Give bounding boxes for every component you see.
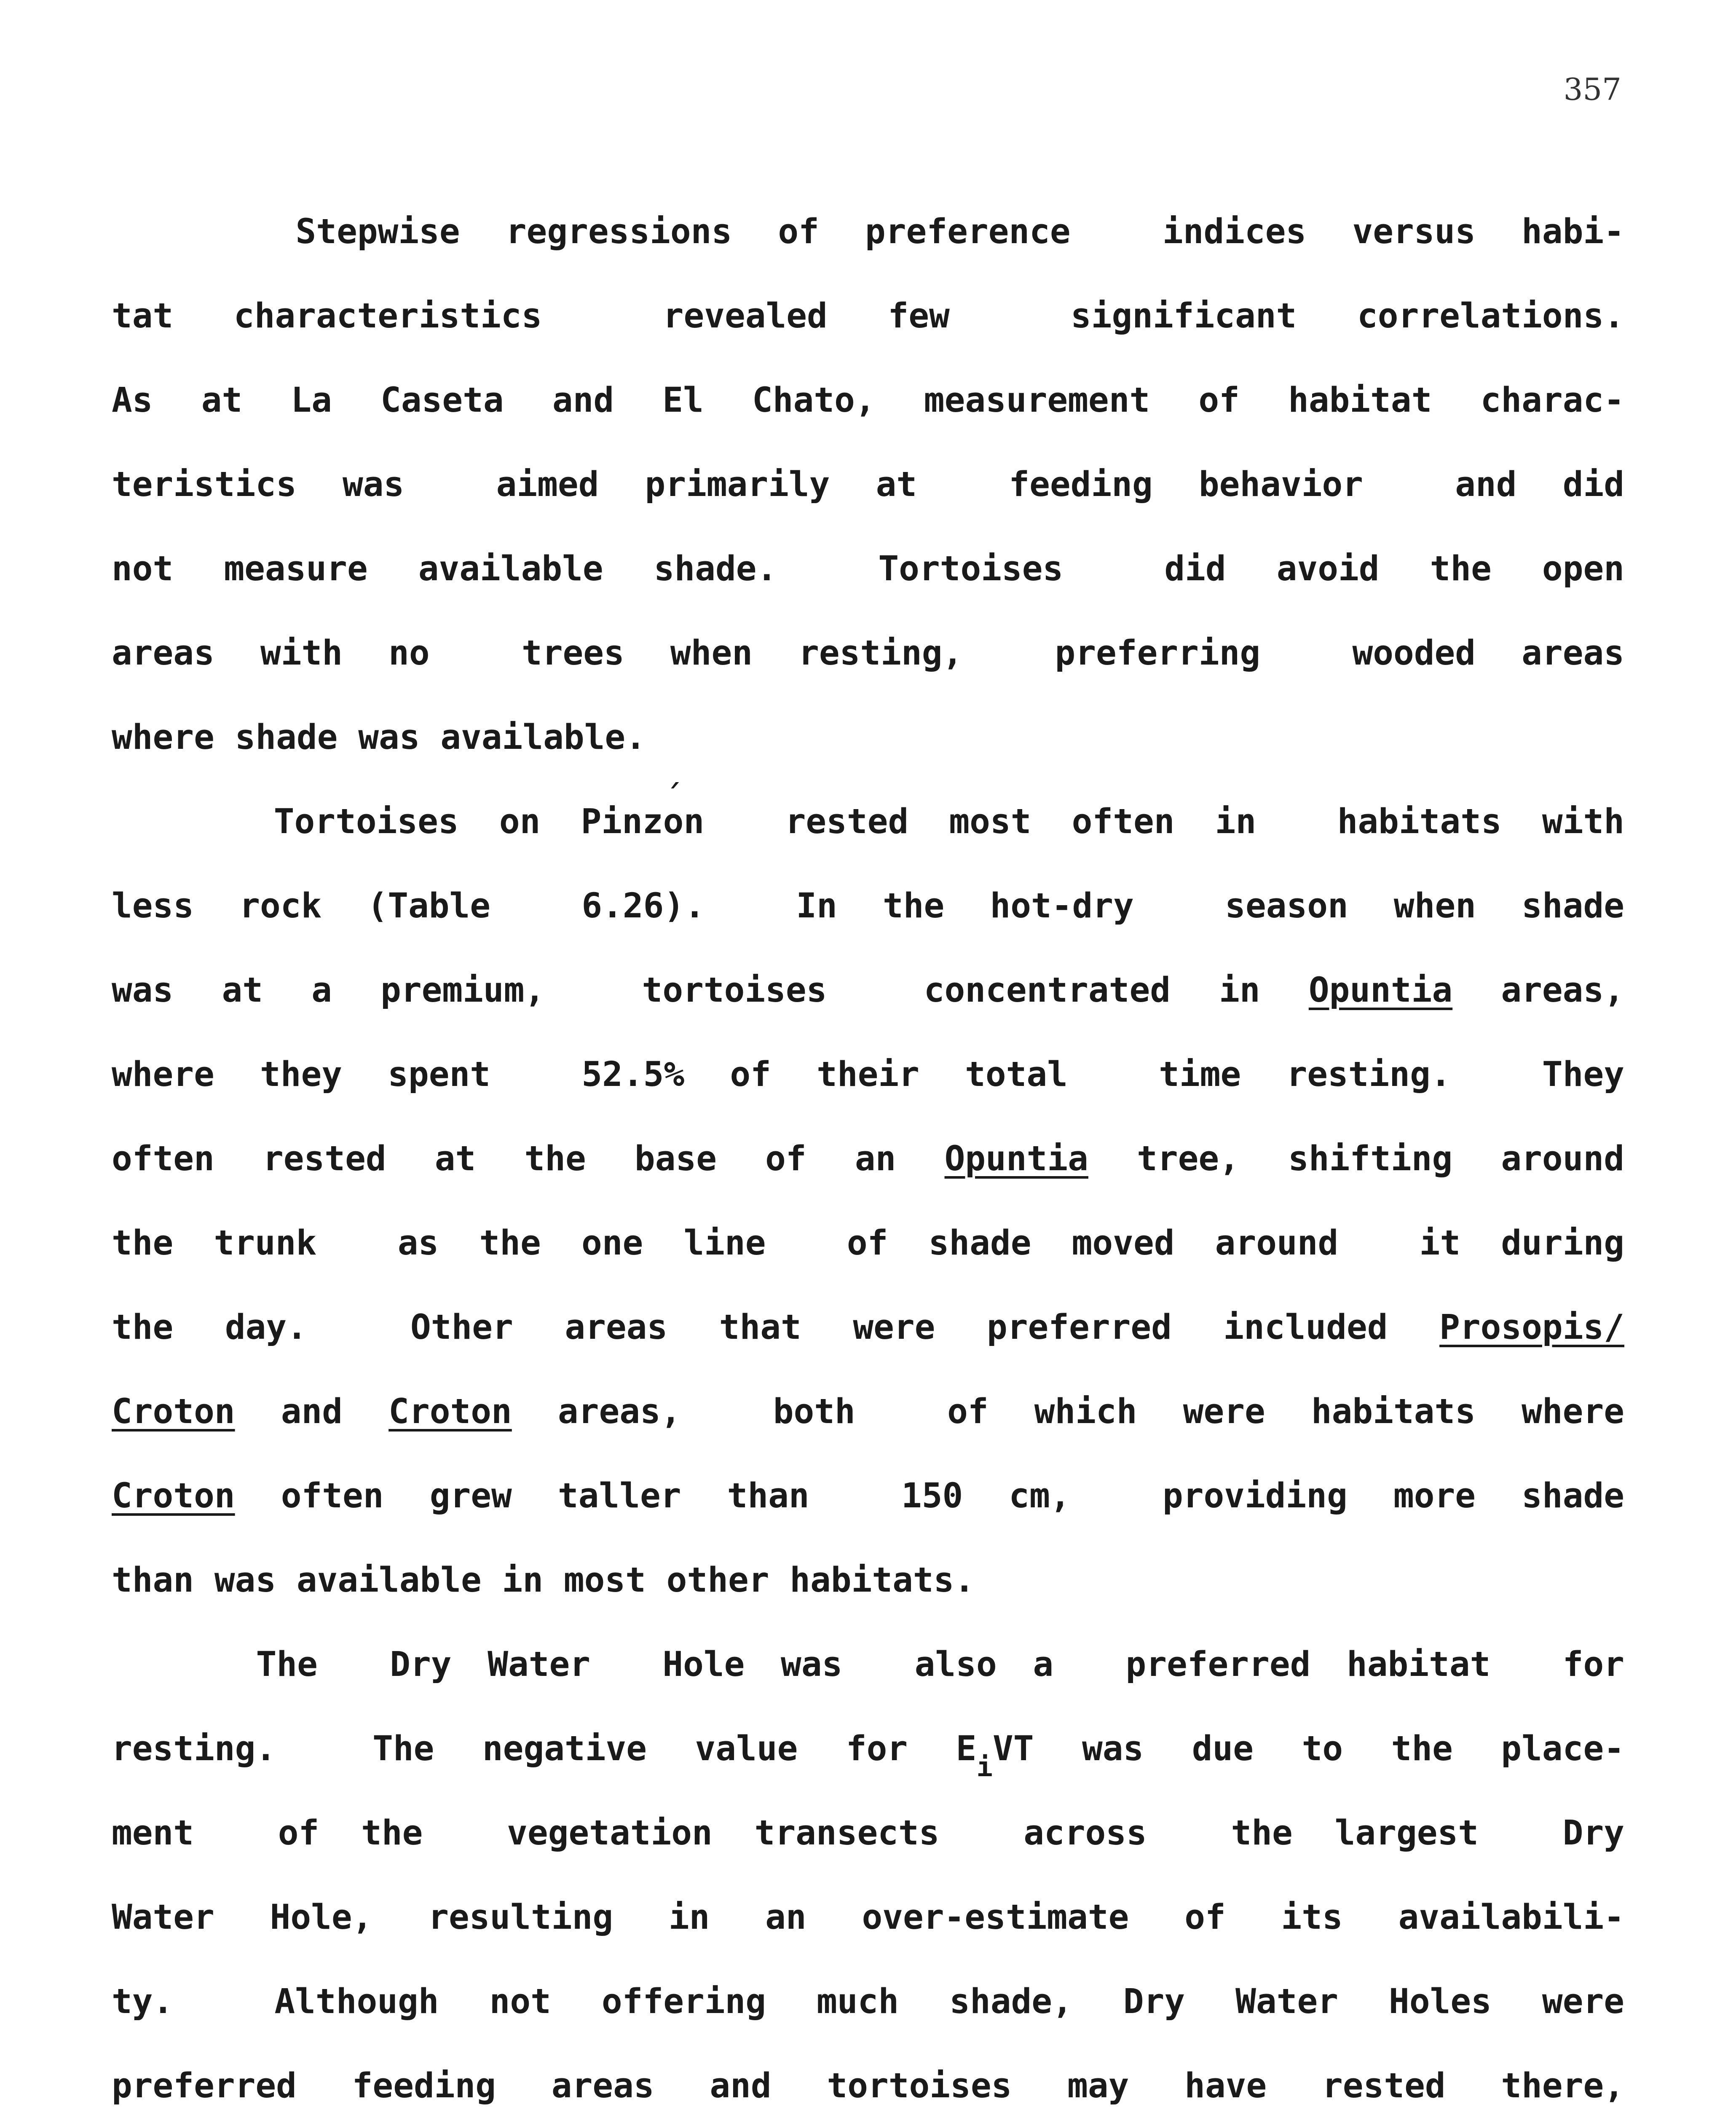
text-run: VT was due to the place- bbox=[992, 1729, 1624, 1769]
text-line bbox=[112, 1707, 1624, 1791]
text-line bbox=[112, 442, 1624, 527]
text-run: resting. The negative value for E bbox=[112, 1729, 977, 1769]
text-line bbox=[112, 864, 1624, 948]
text-run: ment of the vegetation transects across the largest Dry bbox=[112, 1813, 1624, 1853]
text-run: where they spent 52.5% of their total time resting. They bbox=[112, 1055, 1624, 1094]
text-run: preferred feeding areas and tortoises may have rested there, bbox=[112, 2066, 1624, 2106]
text-run: less rock (Table 6.26). In the hot-dry season when shade bbox=[112, 886, 1624, 926]
text-run: than was available in most other habitats. bbox=[112, 1560, 975, 1600]
text-run: not measure available shade. Tortoises did avoid the open bbox=[112, 549, 1624, 589]
text-line bbox=[112, 527, 1624, 611]
text-line bbox=[112, 948, 1624, 1032]
text-line bbox=[112, 190, 1624, 274]
text-run: often rested at the base of an bbox=[112, 1139, 945, 1179]
underlined-text: Croton bbox=[112, 1476, 235, 1516]
text-run: ty. Although not offering much shade, Dry Water Holes were bbox=[112, 1982, 1624, 2021]
page-number: 357 bbox=[1563, 72, 1621, 107]
text-run: The Dry Water Hole was also a preferred habitat for bbox=[112, 1645, 1624, 1684]
text-line bbox=[112, 1032, 1624, 1117]
text-line bbox=[112, 695, 1624, 780]
text-run: and bbox=[235, 1392, 389, 1431]
text-line bbox=[112, 780, 1624, 864]
text-run: Stepwise regressions of preference indices versus habi- bbox=[112, 212, 1624, 252]
text-line bbox=[112, 1960, 1624, 2044]
text-run: Tortoises on Pinz bbox=[112, 802, 663, 842]
text-line bbox=[112, 2044, 1624, 2107]
underlined-text: Croton bbox=[388, 1392, 512, 1431]
underlined-text: Opuntia bbox=[1308, 970, 1453, 1010]
text-run: As at La Caseta and El Chato, measurement of habitat charac- bbox=[112, 381, 1624, 420]
text-run: often grew taller than 150 cm, providing more shade bbox=[235, 1476, 1624, 1516]
text-line bbox=[112, 611, 1624, 695]
text-line bbox=[112, 1791, 1624, 1875]
text-line bbox=[112, 1117, 1624, 1201]
document-body bbox=[112, 190, 1624, 2107]
text-line bbox=[112, 1285, 1624, 1370]
text-run: was at a premium, tortoises concentrated in bbox=[112, 970, 1309, 1010]
text-line bbox=[112, 1201, 1624, 1285]
subscript-text: i bbox=[976, 1752, 993, 1783]
underlined-text: Croton bbox=[112, 1392, 235, 1431]
text-run: the day. Other areas that were preferred included bbox=[112, 1308, 1440, 1347]
text-line bbox=[112, 1622, 1624, 1707]
text-run: tat characteristics revealed few significant correlations. bbox=[112, 296, 1624, 336]
text-line bbox=[112, 1538, 1624, 1622]
text-run: n rested most often in habitats with bbox=[683, 802, 1624, 842]
text-run: areas with no trees when resting, preferring wooded areas bbox=[112, 633, 1624, 673]
paragraph bbox=[112, 190, 1624, 780]
accented-letter: ´ o bbox=[663, 780, 684, 864]
text-run: teristics was aimed primarily at feeding behavior and did bbox=[112, 465, 1624, 504]
underlined-text: Prosopis/ bbox=[1439, 1308, 1624, 1347]
text-run: areas, both of which were habitats where bbox=[512, 1392, 1624, 1431]
underlined-text: Opuntia bbox=[944, 1139, 1088, 1179]
text-line bbox=[112, 358, 1624, 442]
text-line bbox=[112, 1370, 1624, 1454]
text-run: Water Hole, resulting in an over-estimate of its availabili- bbox=[112, 1898, 1624, 1937]
text-line bbox=[112, 1875, 1624, 1960]
text-line bbox=[112, 274, 1624, 358]
text-line bbox=[112, 1454, 1624, 1538]
paragraph bbox=[112, 1622, 1624, 2107]
paragraph bbox=[112, 780, 1624, 1622]
text-run: areas, bbox=[1452, 970, 1624, 1010]
text-run: the trunk as the one line of shade moved around it during bbox=[112, 1223, 1624, 1263]
text-run: where shade was available. bbox=[112, 718, 646, 757]
text-run: tree, shifting around bbox=[1088, 1139, 1624, 1179]
